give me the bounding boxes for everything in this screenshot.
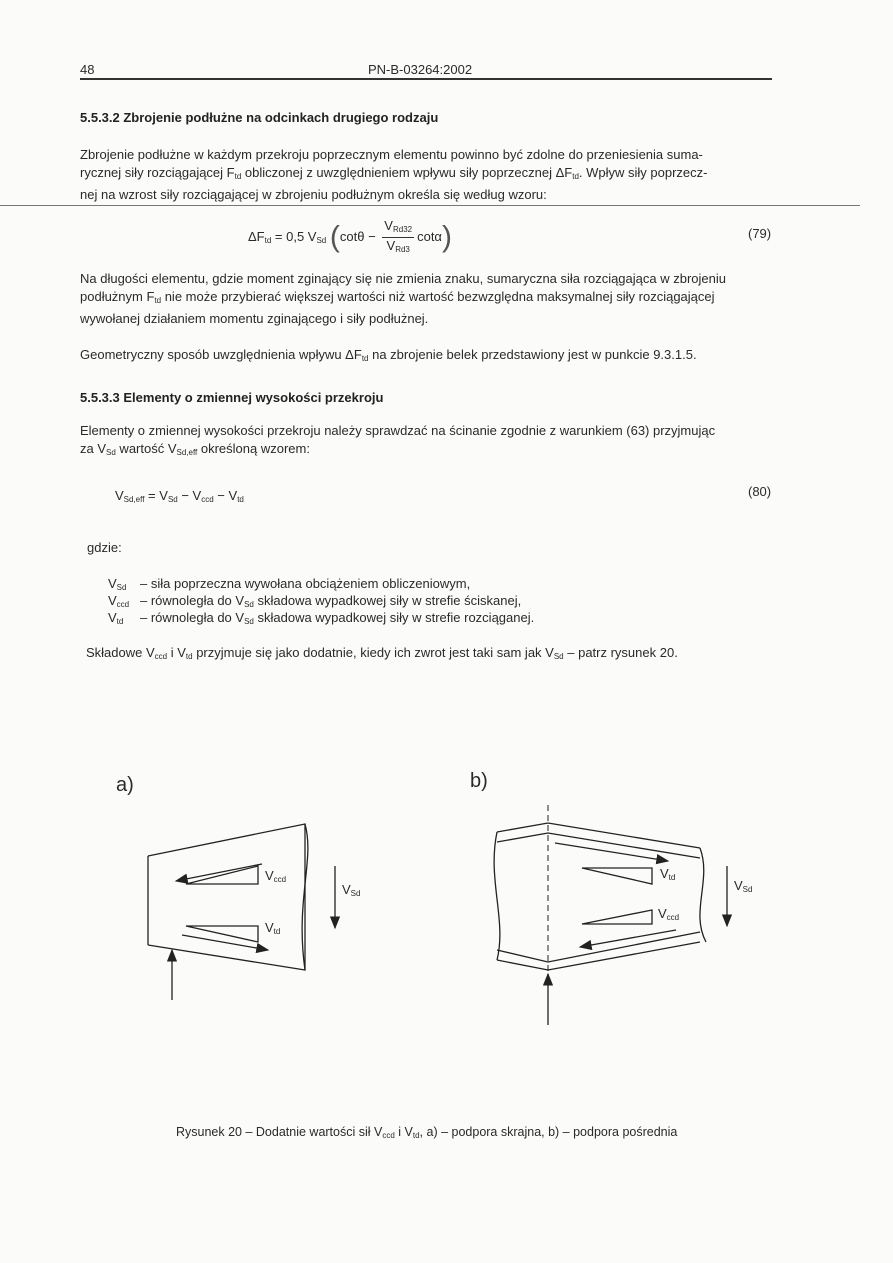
tension-arrow-a bbox=[182, 935, 268, 950]
section-heading-5532: 5.5.3.2 Zbrojenie podłużne na odcinkach drugiego rodzaju bbox=[80, 110, 439, 125]
figure-caption bbox=[176, 1125, 677, 1140]
para-line: wywołanej działaniem momentu zginającego i siły podłużnej. bbox=[80, 311, 429, 326]
caption-text: i V bbox=[394, 1125, 413, 1139]
para-line: Składowe V bbox=[86, 645, 155, 660]
subscript: Sd,eff bbox=[176, 448, 198, 457]
standard-id: PN-B-03264:2002 bbox=[368, 62, 473, 77]
subscript: ccd bbox=[116, 600, 130, 609]
subscript: Sd bbox=[244, 600, 254, 609]
label-vsd-b bbox=[734, 878, 752, 894]
label-v: V bbox=[658, 906, 667, 921]
subscript: Sd bbox=[116, 583, 127, 592]
subscript: Sd bbox=[553, 652, 564, 661]
subscript: Sd bbox=[316, 235, 327, 245]
equation-number-79: (79) bbox=[748, 226, 772, 241]
fraction-denominator: V bbox=[386, 238, 396, 253]
subscript: ccd bbox=[201, 495, 214, 504]
beam-b-bottom-inner bbox=[497, 942, 700, 970]
subscript: Rd32 bbox=[392, 225, 413, 234]
vccd-triangle-a bbox=[186, 866, 258, 884]
subscript: td bbox=[185, 652, 193, 661]
beam-b-left-break bbox=[494, 832, 500, 960]
formula-term: cotα bbox=[417, 228, 442, 244]
subscript: Sd bbox=[106, 448, 116, 457]
formula-term: ΔF bbox=[248, 228, 265, 244]
subscript: td bbox=[116, 617, 124, 626]
label-v: V bbox=[265, 868, 274, 883]
para-line: . Wpływ siły poprzecz- bbox=[578, 165, 708, 180]
para-line: obliczonej z uwzględnieniem wpływu siły poprzecznej ΔF bbox=[241, 165, 573, 180]
tension-arrow-b bbox=[555, 843, 668, 861]
subscript: td bbox=[361, 354, 369, 363]
subscript: td bbox=[273, 927, 281, 936]
vtd-triangle-a bbox=[186, 926, 258, 942]
subscript: Sd,eff bbox=[123, 495, 145, 504]
subscript: ccd bbox=[666, 913, 680, 922]
subscript: td bbox=[154, 296, 162, 305]
para-line: za V bbox=[80, 441, 107, 456]
para-line: Elementy o zmiennej wysokości przekroju należy sprawdzać na ścinanie zgodnie z warunkiem (63) przyjmując bbox=[80, 423, 716, 438]
label-vccd-b bbox=[658, 906, 679, 922]
formula-term: V bbox=[115, 488, 124, 503]
para-line: przyjmuje się jako dodatnie, kiedy ich zwrot jest taki sam jak V bbox=[192, 645, 554, 660]
para-line: Na długości elementu, gdzie moment zginający się nie zmienia znaku, sumaryczna siła rozciągająca w zbrojeniu bbox=[80, 271, 726, 286]
def-symbol: V bbox=[108, 576, 117, 591]
formula-term: = V bbox=[144, 488, 168, 503]
compression-arrow-b bbox=[580, 930, 676, 947]
label-v: V bbox=[734, 878, 743, 893]
left-paren: ( bbox=[329, 220, 340, 254]
section-heading-5533: 5.5.3.3 Elementy o zmiennej wysokości przekroju bbox=[80, 390, 384, 405]
figure-label-a: a) bbox=[116, 774, 134, 796]
subscript: td bbox=[412, 1131, 420, 1140]
beam-b-top-inner bbox=[497, 833, 700, 858]
label-v: V bbox=[342, 882, 351, 897]
para-line: nie może przybierać większej wartości niż wartość bezwzględna maksymalnej siły rozciągającej bbox=[161, 289, 715, 304]
compression-arrow-a bbox=[176, 864, 262, 881]
para-line: podłużnym F bbox=[80, 289, 155, 304]
label-vtd-b bbox=[660, 866, 675, 882]
def-text: – siła poprzeczna wywołana obciążeniem obliczeniowym, bbox=[140, 576, 471, 591]
beam-b-top bbox=[497, 823, 700, 848]
fraction-numerator: V bbox=[384, 218, 393, 233]
subscript: td bbox=[668, 873, 676, 882]
vtd-triangle-b bbox=[582, 868, 652, 884]
label-v: V bbox=[660, 866, 669, 881]
formula-term: − V bbox=[213, 488, 238, 503]
para-line: Geometryczny sposób uwzględnienia wpływu ΔF bbox=[80, 347, 362, 362]
formula-term: − V bbox=[177, 488, 202, 503]
def-symbol: V bbox=[108, 593, 117, 608]
formula-term: cotθ − bbox=[339, 228, 376, 244]
subscript: Rd3 bbox=[395, 245, 410, 254]
subscript: ccd bbox=[154, 652, 168, 661]
subscript: td bbox=[572, 172, 579, 181]
subscript: Sd bbox=[350, 889, 361, 898]
label-v: V bbox=[265, 920, 274, 935]
subscript: ccd bbox=[273, 875, 287, 884]
def-text: składowa wypadkowej siły w strefie ściskanej, bbox=[253, 593, 522, 608]
para-line: Zbrojenie podłużne w każdym przekroju poprzecznym elementu powinno być zdolne do przeniesienia suma- bbox=[80, 147, 703, 162]
para-line: i V bbox=[167, 645, 186, 660]
def-text: składowa wypadkowej siły w strefie rozciąganej. bbox=[253, 610, 535, 625]
beam-a-outline bbox=[148, 824, 305, 970]
equation-number-80: (80) bbox=[748, 484, 772, 499]
para-line: rycznej siły rozciągającej F bbox=[80, 165, 235, 180]
caption-text: Rysunek 20 – Dodatnie wartości sił V bbox=[176, 1125, 383, 1139]
page-number: 48 bbox=[80, 62, 95, 77]
label-vtd-a bbox=[265, 920, 280, 936]
formula-term: = 0,5 V bbox=[271, 228, 317, 244]
def-text: – równoległa do V bbox=[140, 610, 245, 625]
vccd-triangle-b bbox=[582, 910, 652, 924]
para-line: nej na wzrost siły rozciągającej w zbrojeniu podłużnym określa się według wzoru: bbox=[80, 187, 547, 202]
subscript: td bbox=[234, 172, 242, 181]
para-line: na zbrojenie belek przedstawiony jest w punkcie 9.3.1.5. bbox=[368, 347, 697, 362]
para-line: – patrz rysunek 20. bbox=[563, 645, 678, 660]
subscript: ccd bbox=[382, 1131, 395, 1140]
right-paren: ) bbox=[441, 220, 452, 254]
beam-b-right-break bbox=[700, 848, 706, 942]
subscript: Sd bbox=[742, 885, 753, 894]
label-vccd-a bbox=[265, 868, 286, 884]
def-symbol: V bbox=[108, 610, 117, 625]
subscript: Sd bbox=[167, 495, 178, 504]
def-text: – równoległa do V bbox=[140, 593, 245, 608]
para-line: określoną wzorem: bbox=[197, 441, 310, 456]
subscript: td bbox=[264, 235, 272, 245]
subscript: td bbox=[237, 495, 244, 504]
label-vsd-a bbox=[342, 882, 360, 898]
caption-text: , a) – podpora skrajna, b) – podpora pośrednia bbox=[419, 1125, 678, 1139]
para-line: wartość V bbox=[115, 441, 177, 456]
figure-label-b: b) bbox=[470, 770, 488, 792]
subscript: Sd bbox=[244, 617, 254, 626]
gdzie-label: gdzie: bbox=[87, 540, 122, 555]
